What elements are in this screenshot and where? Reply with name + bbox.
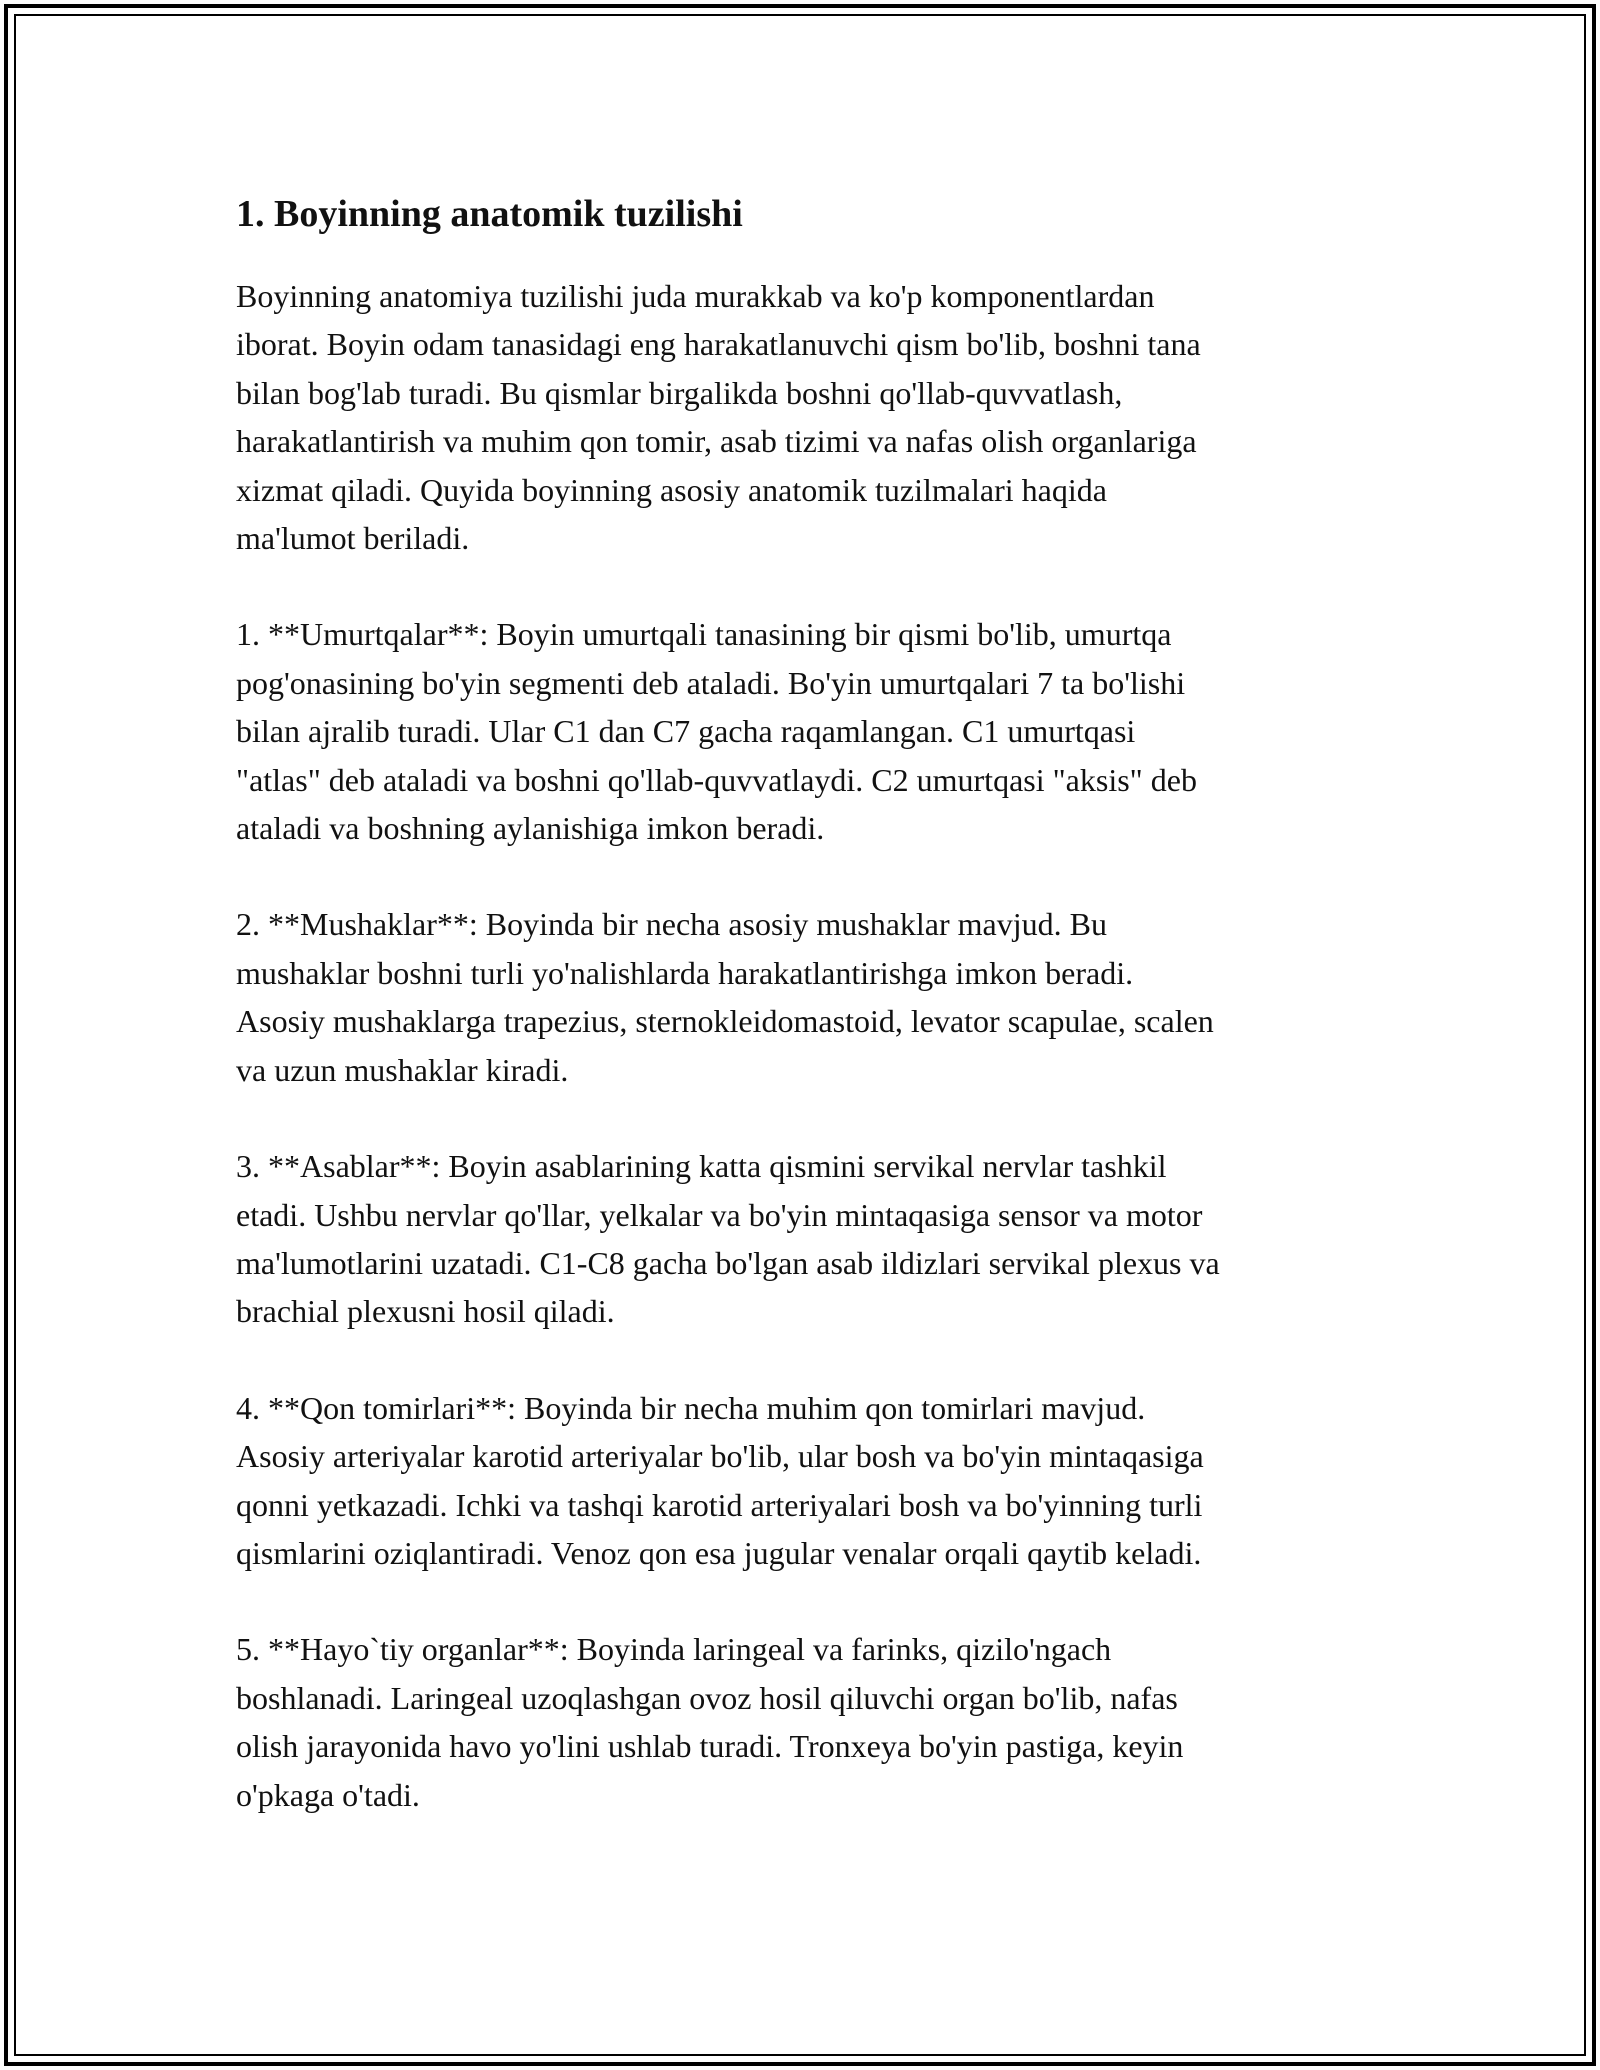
intro-paragraph: Boyinning anatomiya tuzilishi juda murakkab va ko'p komponentlardan iborat. Boyin odam tanasidagi eng harakatlanuvchi qism bo'lib, boshni tana bilan bog'lab turadi. Bu qismlar birgalikda boshni qo'llab-quvvatlash, harakatlantirish va muhim qon tomir, asab tizimi va nafas olish organlariga xizmat qiladi. Quyida boyinning asosiy anatomik tuzilmalari haqida ma'lumot beriladi. bbox=[236, 278, 1201, 557]
section-heading: 1. Boyinning anatomik tuzilishi bbox=[236, 193, 743, 235]
blood-vessels-paragraph: 4. **Qon tomirlari**: Boyinda bir necha muhim qon tomirlari mavjud. Asosiy arteriyalar karotid arteriyalar bo'lib, ular bosh va bo'yin mintaqasiga qonni yetkazadi. Ichki va tashqi karotid arteriyalari bosh va bo'yinning turli qismlarini oziqlantiradi. Venoz qon esa jugular venalar orqali qaytib keladi. bbox=[236, 1389, 1204, 1571]
vital-organs-paragraph: 5. **Hayo`tiy organlar**: Boyinda laringeal va farinks, qizilo'ngach boshlanadi. Laringeal uzoqlashgan ovoz hosil qiluvchi organ bo'lib, nafas olish jarayonida havo yo'lini ushlab turadi. Tronxeya bo'yin pastiga, keyin o'pkaga o'tadi. bbox=[236, 1631, 1184, 1813]
document-body bbox=[236, 186, 1376, 1867]
muscles-paragraph: 2. **Mushaklar**: Boyinda bir necha asosiy mushaklar mavjud. Bu mushaklar boshni turli yo'nalishlarda harakatlantirishga imkon beradi. Asosiy mushaklarga trapezius, sternokleidomastoid, levator scapulae, scalen va uzun mushaklar kiradi. bbox=[236, 906, 1214, 1088]
vertebrae-paragraph: 1. **Umurtqalar**: Boyin umurtqali tanasining bir qismi bo'lib, umurtqa pog'onasining bo'yin segmenti deb ataladi. Bo'yin umurtqalari 7 ta bo'lishi bilan ajralib turadi. Ular C1 dan C7 gacha raqamlangan. C1 umurtqasi "atlas" deb ataladi va boshni qo'llab-quvvatlaydi. C2 umurtqasi "aksis" deb ataladi va boshning aylanishiga imkon beradi. bbox=[236, 616, 1197, 847]
nerves-paragraph: 3. **Asablar**: Boyin asablarining katta qismini servikal nervlar tashkil etadi. Ushbu nervlar qo'llar, yelkalar va bo'yin mintaqasiga sensor va motor ma'lumotlarini uzatadi. C1-C8 gacha bo'lgan asab ildizlari servikal plexus va brachial plexusni hosil qiladi. bbox=[236, 1148, 1220, 1330]
